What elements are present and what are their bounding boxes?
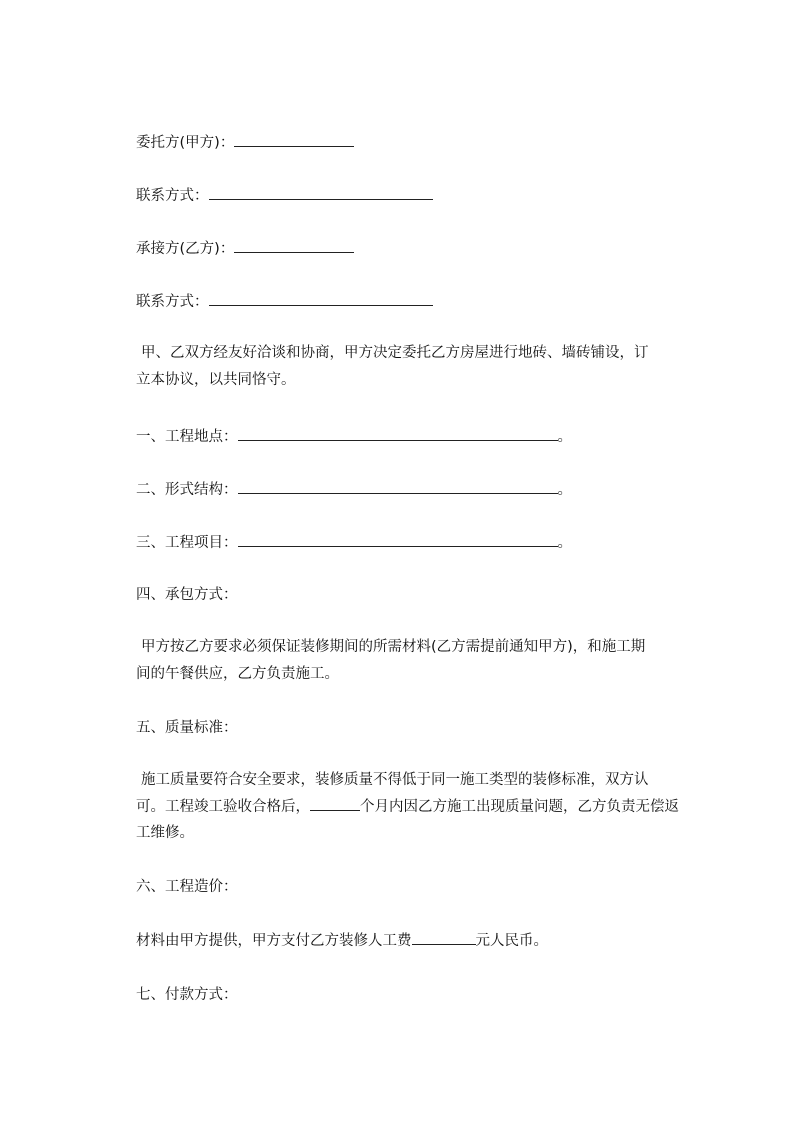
intro-line-1: 甲、乙双方经友好洽谈和协商，甲方决定委托乙方房屋进行地砖、墙砖铺设，订 <box>141 345 649 361</box>
project-row <box>136 532 572 553</box>
party-a-blank[interactable] <box>234 132 354 147</box>
quality-line-2-end: 个月内因乙方施工出现质量问题，乙方负责无偿返 <box>360 798 679 815</box>
cost-heading: 六、工程造价： <box>136 879 238 895</box>
labor-fee-blank[interactable] <box>412 930 476 945</box>
party-b-contact-label: 联系方式： <box>136 294 209 310</box>
payment-heading: 七、付款方式： <box>136 987 238 1003</box>
party-a-contact-label: 联系方式： <box>136 188 209 204</box>
contract-method-line-1: 甲方按乙方要求必须保证装修期间的所需材料(乙方需提前通知甲方)，和施工期 <box>141 639 646 655</box>
project-blank[interactable] <box>238 532 558 547</box>
party-a-row <box>136 132 354 153</box>
location-row <box>136 426 572 447</box>
structure-label: 二、形式结构： <box>136 482 238 498</box>
quality-line-2-start: 可。工程竣工验收合格后， <box>136 798 310 815</box>
party-a-contact-row <box>136 185 433 206</box>
intro-paragraph <box>136 340 706 393</box>
party-a-contact-blank[interactable] <box>209 185 433 200</box>
contract-method-paragraph <box>136 634 706 687</box>
quality-paragraph <box>136 767 706 847</box>
party-a-label: 委托方(甲方)： <box>136 135 235 151</box>
project-end-mark: 。 <box>557 535 572 551</box>
party-b-contact-row <box>136 291 433 312</box>
cost-text-start: 材料由甲方提供，甲方支付乙方装修人工费 <box>136 933 412 949</box>
cost-text-end: 元人民币。 <box>475 933 548 949</box>
structure-blank[interactable] <box>238 479 558 494</box>
quality-line-3: 工维修。 <box>136 825 194 841</box>
quality-line-1: 施工质量要符合安全要求，装修质量不得低于同一施工类型的装修标准，双方认 <box>141 772 649 788</box>
party-b-contact-blank[interactable] <box>209 291 433 306</box>
structure-row <box>136 479 572 500</box>
contract-method-heading: 四、承包方式： <box>136 587 238 603</box>
party-b-label: 承接方(乙方)： <box>136 241 235 257</box>
party-b-row <box>136 238 354 259</box>
party-b-blank[interactable] <box>234 238 354 253</box>
cost-row <box>136 930 548 951</box>
contract-method-line-2: 间的午餐供应，乙方负责施工。 <box>136 665 339 682</box>
quality-line-2 <box>136 794 706 821</box>
location-blank[interactable] <box>238 426 558 441</box>
structure-end-mark: 。 <box>557 482 572 498</box>
warranty-months-blank[interactable] <box>310 796 360 811</box>
location-end-mark: 。 <box>557 429 572 445</box>
intro-line-2: 立本协议，以共同恪守。 <box>136 371 296 388</box>
location-label: 一、工程地点： <box>136 429 238 445</box>
quality-heading: 五、质量标准： <box>136 720 238 736</box>
project-label: 三、工程项目： <box>136 535 238 551</box>
